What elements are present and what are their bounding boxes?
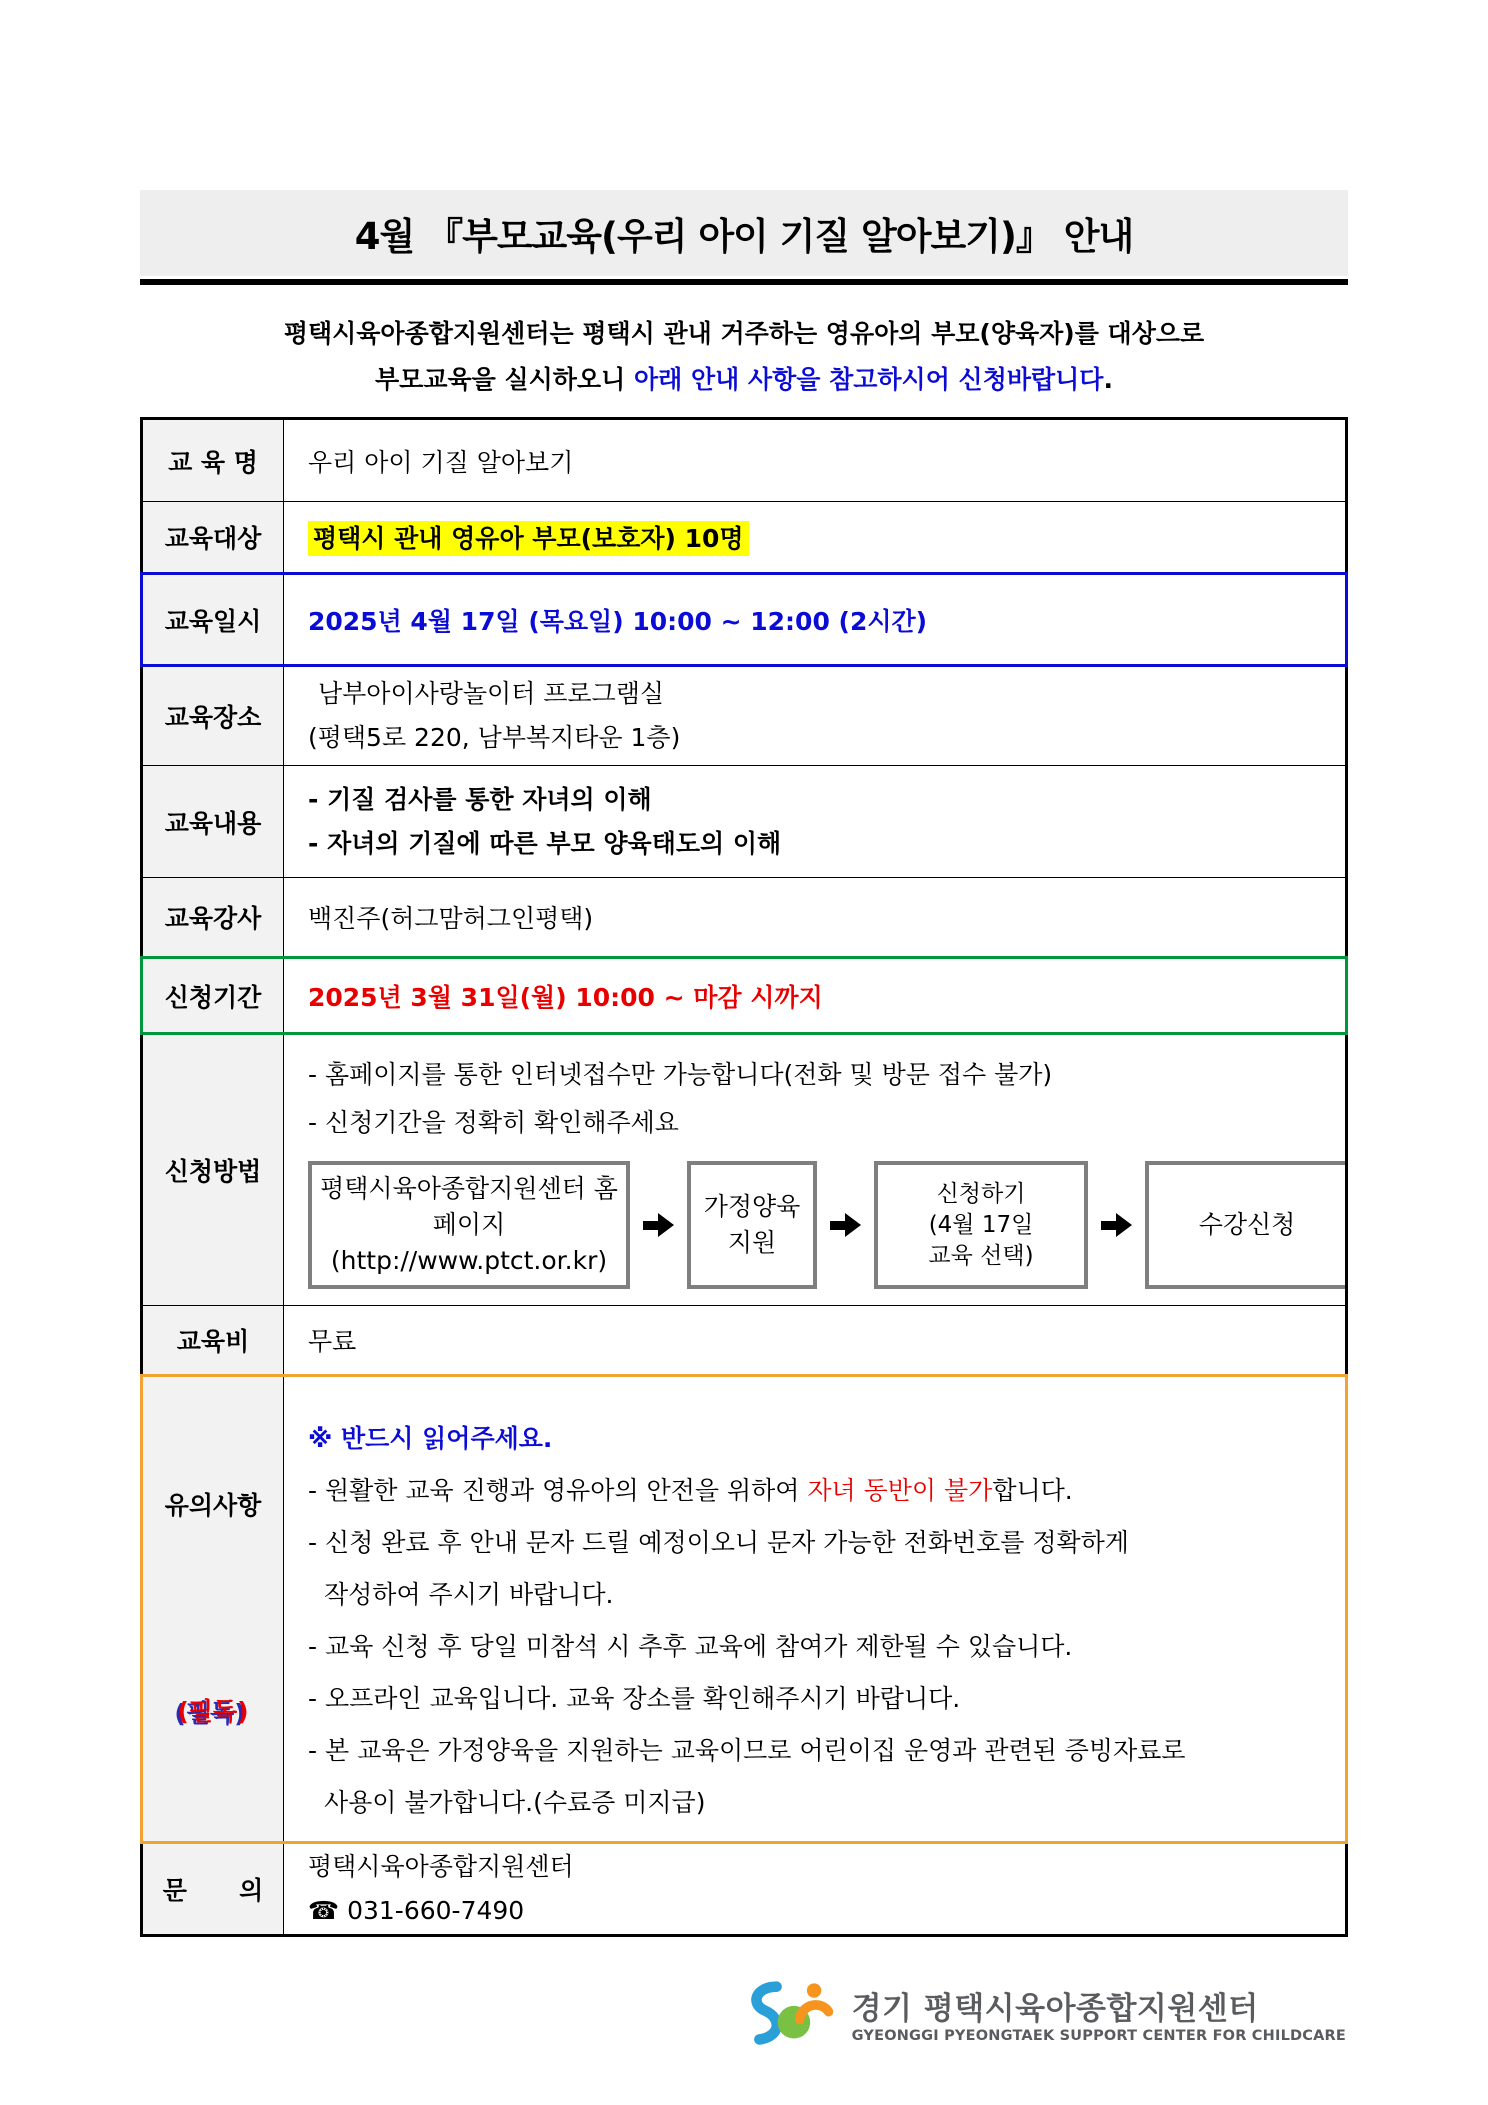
row-apply-method [142, 1034, 1347, 1306]
row-notice [142, 1376, 1347, 1843]
intro-line-2-prefix: 부모교육을 실시하오니 [375, 365, 634, 394]
notice-bullet-5-line-2: 사용이 불가합니다.(수료증 미지급) [324, 1788, 706, 1817]
content-line-2: - 자녀의 기질에 따른 부모 양육태도의 이해 [308, 828, 782, 858]
datetime-value [284, 574, 1347, 666]
notice-label-line-1: 유의사항 [164, 1491, 262, 1520]
apply-method-bullet-1: - 홈페이지를 통한 인터넷접수만 가능합니다(전화 및 방문 접수 불가) [308, 1060, 1053, 1089]
org-logo-icon [744, 1979, 840, 2055]
place-line-1: 남부아이사랑놀이터 프로그램실 [318, 679, 665, 708]
notice-bullet-4: - 오프라인 교육입니다. 교육 장소를 확인해주시기 바랍니다. [308, 1684, 961, 1713]
flow-step-apply-line-2: (4월 17일 [928, 1211, 1034, 1238]
fee-text: 무료 [308, 1327, 357, 1356]
intro-line-2-highlight: 아래 안내 사항을 참고하시어 신청바랍니다 [633, 365, 1104, 394]
notice-bullet-1-pre: - 원활한 교육 진행과 영유아의 안전을 위하여 [308, 1476, 808, 1505]
flow-arrow-icon [643, 1213, 674, 1237]
row-datetime [142, 574, 1347, 666]
content-line-1: - 기질 검사를 통한 자녀의 이해 [308, 784, 652, 814]
notice-content [284, 1376, 1347, 1843]
row-apply-period [142, 958, 1347, 1034]
intro-paragraph [140, 311, 1348, 403]
contact-label: 문 의 [142, 1843, 284, 1936]
education-name-text: 우리 아이 기질 알아보기 [308, 447, 574, 477]
flow-step-home-care-line-1: 가정양육 [703, 1192, 801, 1221]
target-value [284, 502, 1347, 574]
notice-label-mandatory: (필독) [177, 1697, 249, 1726]
notice-bullet-3: - 교육 신청 후 당일 미참석 시 추후 교육에 참여가 제한될 수 있습니다. [308, 1632, 1073, 1661]
flow-step-homepage-url: (http://www.ptct.or.kr) [330, 1246, 608, 1275]
flow-step-homepage [308, 1161, 630, 1289]
row-contact [142, 1843, 1347, 1936]
intro-line-2-suffix: . [1103, 365, 1113, 394]
datetime-text: 2025년 4월 17일 (목요일) 10:00 ~ 12:00 (2시간) [308, 606, 928, 636]
row-content [142, 766, 1347, 878]
fee-value [284, 1306, 1347, 1376]
flow-step-enroll [1145, 1161, 1345, 1289]
target-highlighted-text: 평택시 관내 영유아 부모(보호자) 10명 [308, 521, 749, 556]
apply-method-label: 신청방법 [142, 1034, 284, 1306]
instructor-label: 교육강사 [142, 878, 284, 958]
flow-step-apply [874, 1161, 1088, 1289]
content-value [284, 766, 1347, 878]
flow-step-home-care [687, 1161, 817, 1289]
contact-org-name: 평택시육아종합지원센터 [308, 1852, 574, 1881]
contact-phone: ☎ 031-660-7490 [308, 1896, 525, 1925]
document [140, 0, 1348, 2055]
place-label: 교육장소 [142, 666, 284, 766]
education-name-value [284, 419, 1347, 502]
intro-line-1: 평택시육아종합지원센터는 평택시 관내 거주하는 영유아의 부모(양육자)를 대상으로 [283, 319, 1205, 348]
org-name-korean: 경기 평택시육아종합지원센터 [851, 1991, 1259, 2027]
instructor-text: 백진주(허그맘허그인평택) [308, 904, 594, 933]
footer [140, 1979, 1348, 2055]
place-line-2: (평택5로 220, 남부복지타운 1층) [308, 723, 681, 752]
notice-bullet-1 [308, 1465, 1333, 1517]
flow-step-apply-line-3: 교육 선택) [928, 1242, 1034, 1269]
org-name-english: GYEONGGI PYEONGTAEK SUPPORT CENTER FOR CHILDCARE [851, 2028, 1346, 2044]
notice-bullet-5-line-1: - 본 교육은 가정양육을 지원하는 교육이므로 어린이집 운영과 관련된 증빙자료로 [308, 1736, 1186, 1765]
contact-value [284, 1843, 1347, 1936]
apply-period-label: 신청기간 [142, 958, 284, 1034]
row-education-name [142, 419, 1347, 502]
row-target [142, 502, 1347, 574]
flow-step-home-care-line-2: 지원 [727, 1228, 777, 1257]
fee-label: 교육비 [142, 1306, 284, 1376]
apply-method-bullet-2: - 신청기간을 정확히 확인해주세요 [308, 1108, 679, 1137]
flow-step-enroll-text: 수강신청 [1198, 1210, 1296, 1239]
place-value [284, 666, 1347, 766]
notice-label-gap [147, 1584, 279, 1634]
flow-step-apply-line-1: 신청하기 [936, 1180, 1026, 1207]
org-logo-text [852, 1990, 1346, 2044]
notice-bullet-1-red: 자녀 동반이 불가 [807, 1476, 993, 1505]
target-label: 교육대상 [142, 502, 284, 574]
notice-bullet-2-line-2: 작성하여 주시기 바랍니다. [324, 1580, 614, 1609]
row-place [142, 666, 1347, 766]
intro-line-2 [140, 357, 1348, 403]
notice-heading: ※ 반드시 읽어주세요. [308, 1424, 553, 1453]
apply-method-bullets [308, 1051, 1345, 1147]
title-divider [140, 279, 1348, 285]
content-label: 교육내용 [142, 766, 284, 878]
notice-bullet-2-line-1: - 신청 완료 후 안내 문자 드릴 예정이오니 문자 가능한 전화번호를 정확하게 [308, 1528, 1129, 1557]
datetime-label: 교육일시 [142, 574, 284, 666]
flow-step-homepage-line-1: 평택시육아종합지원센터 홈페이지 [320, 1174, 618, 1239]
flow-arrow-icon [830, 1213, 861, 1237]
apply-flow-diagram [308, 1161, 1345, 1289]
document-title-bar [140, 190, 1348, 276]
row-fee [142, 1306, 1347, 1376]
flow-arrow-icon [1101, 1213, 1132, 1237]
notice-label [142, 1376, 284, 1843]
info-table [140, 417, 1348, 1937]
notice-bullet-1-post: 합니다. [992, 1476, 1073, 1505]
apply-period-text: 2025년 3월 31일(월) 10:00 ~ 마감 시까지 [308, 982, 823, 1012]
education-name-label: 교 육 명 [142, 419, 284, 502]
apply-period-value [284, 958, 1347, 1034]
apply-method-value [284, 1034, 1347, 1306]
page-title: 4월 『부모교육(우리 아이 기질 알아보기)』 안내 [354, 215, 1134, 258]
instructor-value [284, 878, 1347, 958]
row-instructor [142, 878, 1347, 958]
